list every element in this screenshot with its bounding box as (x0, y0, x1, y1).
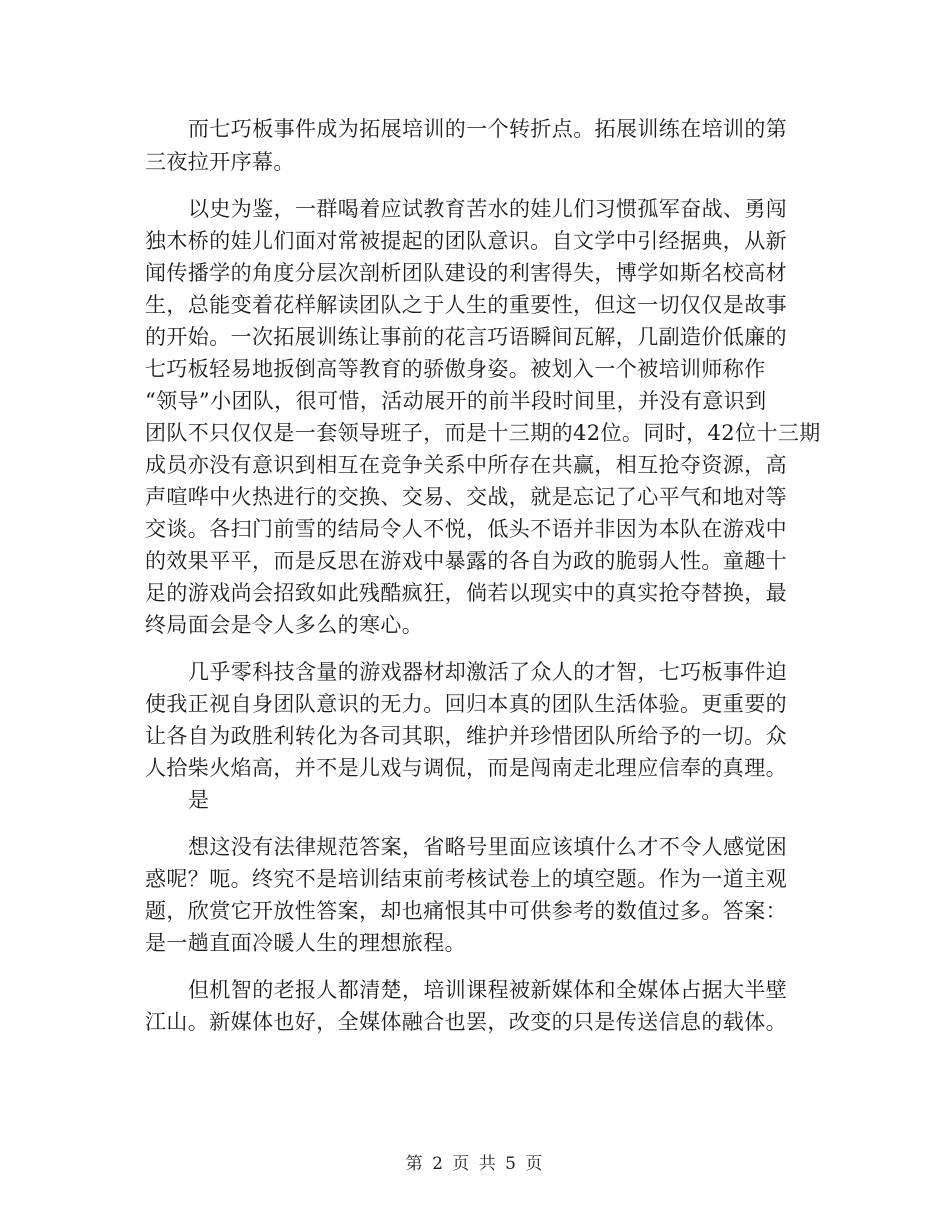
text-line: 以史为鉴，一群喝着应试教育苦水的娃儿们习惯孤军奋战、勇闯 (188, 197, 788, 221)
text-line: 让各自为政胜利转化为各司其职，维护并珍惜团队所给予的一切。众 (145, 724, 787, 748)
text-line: 七巧板轻易地扳倒高等教育的骄傲身姿。被划入一个被培训师称作 (145, 357, 766, 381)
page-footer: 第 2 页 共 5 页 (405, 1154, 545, 1174)
text-line: 独木桥的娃儿们面对常被提起的团队意识。自文学中引经据典，从新 (145, 229, 787, 253)
text-line: 而七巧板事件成为拓展培训的一个转折点。拓展训练在培训的第 (188, 117, 788, 141)
text-line: 几乎零科技含量的游戏器材却激活了众人的才智，七巧板事件迫 (188, 660, 788, 684)
text-line: 足的游戏尚会招致如此残酷疯狂，倘若以现实中的真实抢夺替换，最 (145, 581, 787, 605)
text-line: 闻传播学的角度分层次剖析团队建设的利害得失，博学如斯名校高材 (145, 261, 787, 285)
text-line: 的开始。一次拓展训练让事前的花言巧语瞬间瓦解，几副造价低廉的 (145, 325, 787, 349)
text-line: 使我正视自身团队意识的无力。回归本真的团队生活体验。更重要的 (145, 692, 787, 716)
text-line: 惑呢？呃。终究不是培训结束前考核试卷上的填空题。作为一道主观 (145, 867, 787, 891)
text-line: 三夜拉开序幕。 (145, 150, 295, 174)
text-line: 的效果平平，而是反思在游戏中暴露的各自为政的脆弱人性。童趣十 (145, 549, 787, 573)
text-line: 团队不只仅仅是一套领导班子，而是十三期的42位。同时，42位十三期 (145, 421, 821, 445)
text-line: 交谈。各扫门前雪的结局令人不悦，低头不语并非因为本队在游戏中 (145, 517, 787, 541)
text-line: 是一趟直面冷暖人生的理想旅程。 (145, 931, 466, 955)
text-line: 生，总能变着花样解读团队之于人生的重要性，但这一切仅仅是故事 (145, 293, 787, 317)
text-line: 声喧哗中火热进行的交换、交易、交战，就是忘记了心平气和地对等 (145, 485, 787, 509)
text-line: 但机智的老报人都清楚，培训课程被新媒体和全媒体占据大半壁 (188, 978, 788, 1002)
text-line: 江山。新媒体也好，全媒体融合也罢，改变的只是传送信息的载体。 (145, 1010, 787, 1034)
text-line: “领导”小团队，很可惜，活动展开的前半段时间里，并没有意识到 (145, 389, 767, 413)
text-line: 是 (188, 788, 210, 812)
text-line: 想这没有法律规范答案，省略号里面应该填什么才不令人感觉困 (188, 835, 788, 859)
text-line: 人拾柴火焰高，并不是儿戏与调侃，而是闯南走北理应信奉的真理。 (145, 756, 787, 780)
text-line: 成员亦没有意识到相互在竞争关系中所存在共赢，相互抢夺资源，高 (145, 453, 787, 477)
text-line: 终局面会是令人多么的寒心。 (145, 613, 424, 637)
text-line: 题，欣赏它开放性答案，却也痛恨其中可供参考的数值过多。答案： (145, 899, 787, 923)
